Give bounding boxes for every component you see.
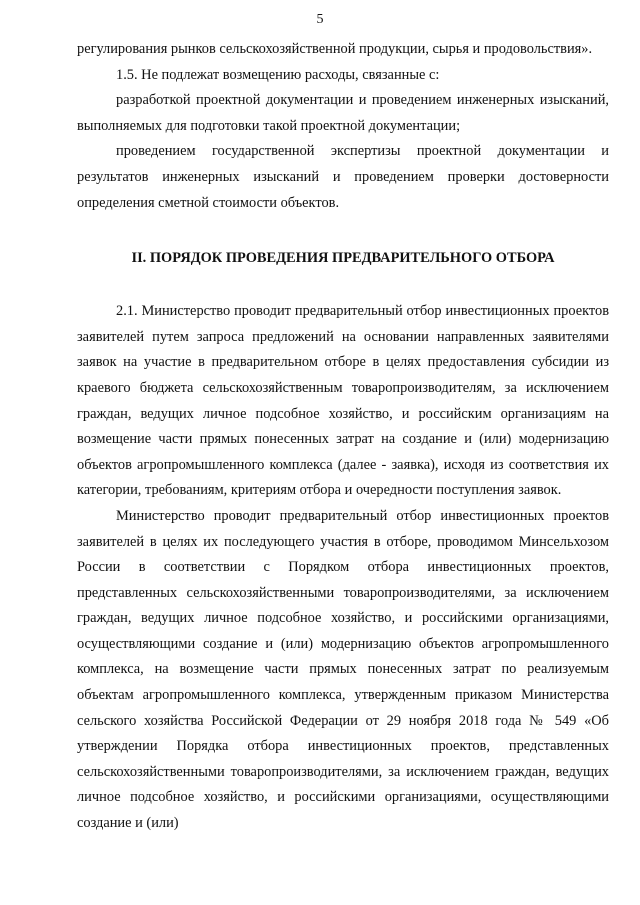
paragraph-1-5: 1.5. Не подлежат возмещению расходы, связанные с: xyxy=(116,66,440,83)
paragraph-continuation: регулирования рынков сельскохозяйственной продукции, сырья и продовольствия». xyxy=(77,41,593,57)
paragraph-design-docs: разработкой проектной документации и проведением инженерных изысканий, выполняемых для подготовки такой проектной документации; xyxy=(77,92,609,134)
document-body xyxy=(77,37,609,837)
paragraph-state-expertise: проведением государственной экспертизы проектной документации и результатов инженерных изысканий и проведением проверки достоверности определения сметной стоимости объектов. xyxy=(77,143,609,211)
paragraph-2-1: 2.1. Министерство проводит предварительный отбор инвестиционных проектов заявителей путем запроса предложений на основании направленных заявителями заявок на участие в предварительном отборе в целях предоставления субсидии из краевого бюджета сельскохозяйственным товаропроизводителям, за исключением граждан, ведущих личное подсобное хозяйство, и российским организациям на возмещение части прямых понесенных затрат на создание и (или) модернизацию объектов агропромышленного комплекса (далее - заявка), исходя из соответствия их категории, требованиям, критериям отбора и очередности поступления заявок. xyxy=(77,303,609,499)
page-number: 5 xyxy=(316,12,324,27)
section-heading: II. ПОРЯДОК ПРОВЕДЕНИЯ ПРЕДВАРИТЕЛЬНОГО ОТБОРА xyxy=(131,250,555,267)
paragraph-ministry-selection: Министерство проводит предварительный отбор инвестиционных проектов заявителей в целях их последующего участия в отборе, проводимом Минсельхозом России в соответствии с Порядком отбора инвестиционных проектов, представленных сельскохозяйственными товаропроизводителями, за исключением граждан, ведущих личное подсобное хозяйство, и российскими организациями, осуществляющими создание и (или) модернизацию объектов агропромышленного комплекса, на возмещение части прямых понесенных затрат по реализуемым объектам агропромышленного комплекса, утвержденным приказом Министерства сельского хозяйства Российской Федерации от 29 ноября 2018 года № 549 «Об утверждении Порядка отбора инвестиционных проектов, представленных сельскохозяйственными товаропроизводителями, за исключением граждан, ведущих личное подсобное хозяйство, и российскими организациями, осуществляющими создание и (или) xyxy=(77,507,609,832)
